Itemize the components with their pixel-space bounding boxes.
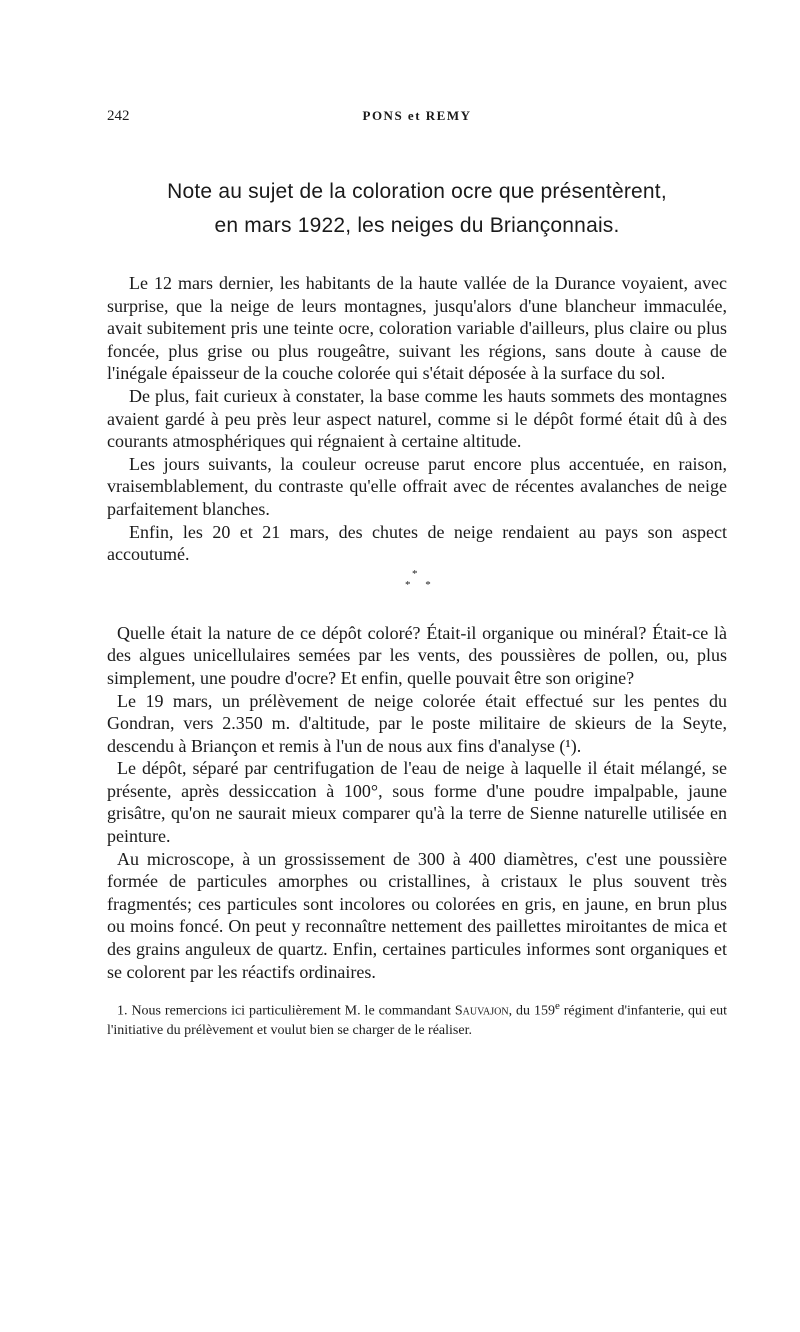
paragraph: Le 19 mars, un prélèvement de neige colorée était effectué sur les pentes du Gondran, vers 2.350 m. d'altitude, par le poste militaire de skieurs de la Seyte, descendu à Briançon et remis à l'un de nous aux fins d'analyse (¹). xyxy=(107,690,727,756)
running-title: PONS et REMY xyxy=(362,108,472,123)
footnote-before: 1. Nous remercions ici particulièrement M. le commandant xyxy=(117,1003,455,1019)
footnote xyxy=(107,997,727,1040)
section-1 xyxy=(107,272,727,566)
footnote-ordinal: e xyxy=(554,1000,560,1013)
paragraph: Enfin, les 20 et 21 mars, des chutes de neige rendaient au pays son aspect accoutumé. xyxy=(107,521,727,565)
footnote-text xyxy=(107,997,727,1040)
paragraph: Les jours suivants, la couleur ocreuse parut encore plus accentuée, en raison, vraisemblablement, du contraste qu'elle offrait avec de récentes avalanches de neige parfaitement blanches. xyxy=(107,453,727,519)
document-page xyxy=(107,108,727,1040)
footnote-after: , du 159 xyxy=(508,1003,555,1019)
paragraph: De plus, fait curieux à constater, la base comme les hauts sommets des montagnes avaient gardé à peu près leur aspect naturel, comme si le dépôt formé était dû à des courants atmosphériques qui régnaient à certaine altitude. xyxy=(107,385,727,452)
footnote-rest: régiment d'infanterie, qui eut l'initiative du prélèvement et voulut bien se charger de le réaliser. xyxy=(107,1003,727,1038)
asterism-divider xyxy=(107,566,727,622)
paragraph: Quelle était la nature de ce dépôt coloré? Était-il organique ou minéral? Était-ce là des algues unicellulaires semées par les vents, des poussières de pollen, ou, plus simplement, une poudre d'ocre? Et enfin, quelle pouvait être son origine? xyxy=(107,622,727,688)
asterism-top: * xyxy=(412,567,418,580)
page-number: 242 xyxy=(107,108,130,124)
paragraph: Le dépôt, séparé par centrifugation de l'eau de neige à laquelle il était mélangé, se présente, après dessiccation à 100°, sous forme d'une poudre impalpable, jaune grisâtre, qu'on ne saurait mieux comparer qu'à la terre de Sienne naturelle utilisée en peinture. xyxy=(107,758,727,847)
title-line-2: en mars 1922, les neiges du Briançonnais. xyxy=(214,214,620,237)
running-head xyxy=(107,108,727,132)
title-line-1: Note au sujet de la coloration ocre que présentèrent, xyxy=(167,180,667,203)
asterism-bottom: * * xyxy=(405,578,437,591)
paragraph: Au microscope, à un grossissement de 300 à 400 diamètres, c'est une poussière formée de particules amorphes ou cristallines, à cristaux le plus souvent très fragmentés; ces particules sont incolores ou colorées en gris, en jaune, en brun plus ou moins foncé. On peut y reconnaître nettement des paillettes miroitantes de mica et des grains anguleux de quartz. Enfin, certaines particules informes sont organiques et se colorent par les réactifs ordinaires. xyxy=(107,848,727,982)
article-title xyxy=(107,175,727,243)
paragraph: Le 12 mars dernier, les habitants de la haute vallée de la Durance voyaient, avec surprise, que la neige de leurs montagnes, jusqu'alors d'une blancheur immaculée, avait subitement pris une teinte ocre, coloration variable d'ailleurs, plus claire ou plus foncée, plus grise ou plus rougeâtre, suivant les régions, sans doute à cause de l'inégale épaisseur de la couche colorée qui s'était déposée à la surface du sol. xyxy=(107,273,727,384)
section-2 xyxy=(107,622,727,984)
footnote-name: Sauvajon xyxy=(454,1003,509,1019)
